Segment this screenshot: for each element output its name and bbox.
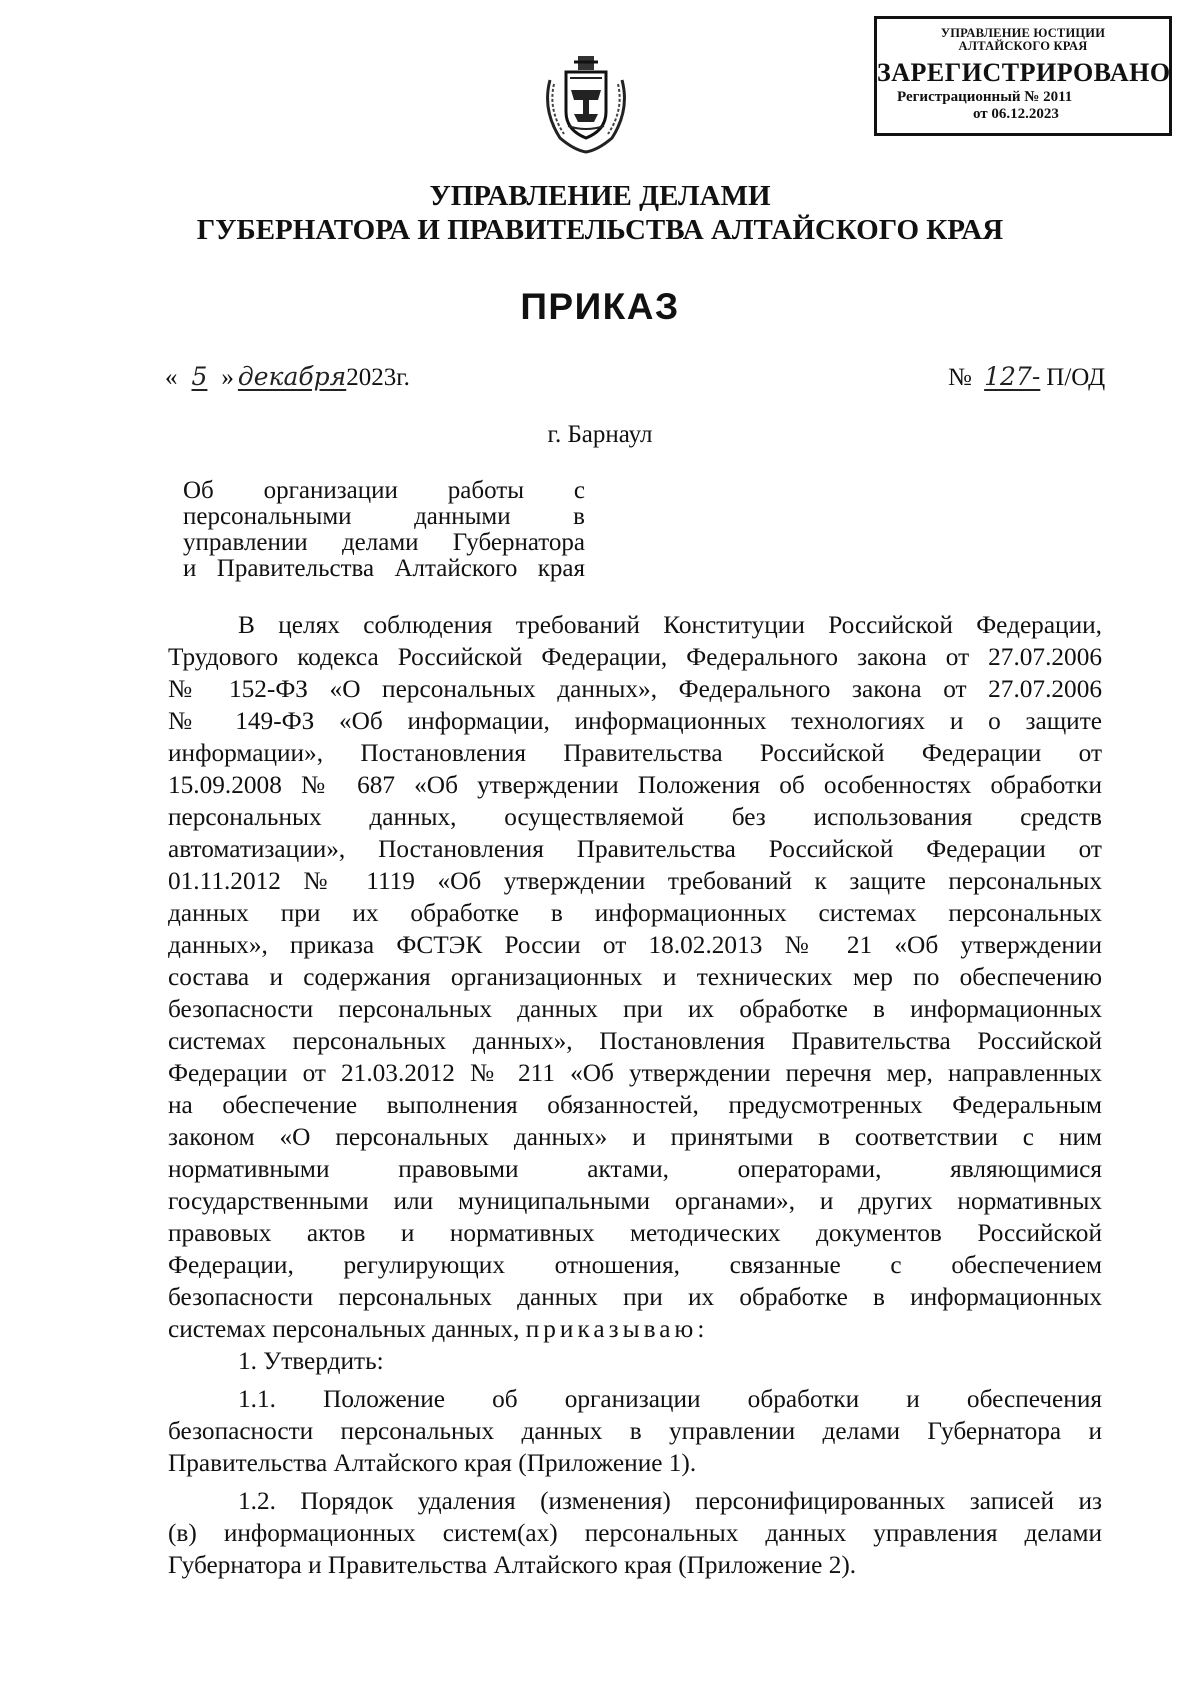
preamble-line: персональных данных, осуществляемой без использования средств (168, 803, 1102, 831)
subject-line: Об организации работы с (183, 477, 585, 504)
preamble-line: информации», Постановления Правительства Российской Федерации от (168, 739, 1102, 767)
order-word: приказываю: (525, 1315, 709, 1343)
subject-line: и Правительства Алтайского края (183, 555, 585, 582)
preamble-line: В целях соблюдения требований Конституции Российской Федерации, (238, 611, 1102, 639)
preamble-line: Федерации от 21.03.2012 № 211 «Об утверждении перечня мер, направленных (168, 1059, 1102, 1087)
item-1-1-line: безопасности персональных данных в управлении делами Губернатора и (168, 1417, 1102, 1445)
number-prefix: № (948, 364, 972, 391)
preamble-line: автоматизации», Постановления Правительства Российской Федерации от (168, 835, 1102, 863)
preamble-line: государственными или муниципальными органами», и других нормативных (168, 1187, 1102, 1215)
city: г. Барнаул (547, 421, 653, 448)
stamp-org-line2: АЛТАЙСКОГО КРАЯ (958, 39, 1088, 53)
preamble-line: безопасности персональных данных при их обработке в информационных (168, 1283, 1102, 1311)
preamble-line: № 152-ФЗ «О персональных данных», Федерального закона от 27.07.2006 (168, 675, 1102, 703)
number-handwritten: 127- (984, 362, 1041, 391)
issuer-line2: ГУБЕРНАТОРА И ПРАВИТЕЛЬСТВА АЛТАЙСКОГО КРАЯ (196, 214, 1004, 246)
stamp-org-line1: УПРАВЛЕНИЕ ЮСТИЦИИ (940, 26, 1106, 40)
stamp-status: ЗАРЕГИСТРИРОВАНО (877, 58, 1171, 87)
item-1-1-line: 1.1. Положение об организации обработки и обеспечения (238, 1385, 1102, 1413)
preamble-line: Федерации, регулирующих отношения, связанные с обеспечением (168, 1251, 1102, 1279)
preamble-line: данных», приказа ФСТЭК России от 18.02.2013 № 21 «Об утверждении (168, 931, 1102, 959)
issuer-line1: УПРАВЛЕНИЕ ДЕЛАМИ (429, 180, 771, 212)
preamble-line: безопасности персональных данных при их обработке в информационных (168, 995, 1102, 1023)
order-subject (183, 478, 585, 582)
preamble-last-line (168, 1313, 1102, 1345)
date-day-handwritten: 5 (191, 362, 208, 391)
item-1-2-line: 1.2. Порядок удаления (изменения) персонифицированных записей из (238, 1487, 1102, 1515)
date-year: 2023г. (346, 364, 410, 391)
preamble-line: системах персональных данных», Постановления Правительства Российской (168, 1027, 1102, 1055)
preamble-line: 01.11.2012 № 1119 «Об утверждении требований к защите персональных (168, 867, 1102, 895)
preamble-line: № 149-ФЗ «Об информации, информационных технологиях и о защите (168, 707, 1102, 735)
date-close-quote: » (221, 364, 234, 391)
order-date (165, 362, 410, 393)
order-body (168, 609, 1102, 1581)
date-month-handwritten: декабря (237, 362, 347, 391)
preamble-line: данных при их обработке в информационных системах персональных (168, 899, 1102, 927)
stamp-reg-number: Регистрационный № 2011 (897, 89, 1073, 105)
preamble-line: состава и содержания организационных и технических мер по обеспечению (168, 963, 1102, 991)
item-1-1-line: Правительства Алтайского края (Приложение 1). (168, 1449, 697, 1477)
subject-line: персональными данными в (183, 503, 585, 530)
preamble-last-text: системах персональных данных, (168, 1315, 520, 1343)
registration-stamp (874, 16, 1172, 136)
preamble-line: нормативными правовыми актами, операторами, являющимися (168, 1155, 1102, 1183)
subject-line: управлении делами Губернатора (183, 529, 585, 556)
item-1-2-line: Губернатора и Правительства Алтайского края (Приложение 2). (168, 1551, 857, 1579)
order-number (948, 362, 1105, 393)
number-suffix: П/ОД (1046, 364, 1106, 391)
document-type-title: ПРИКАЗ (520, 286, 680, 327)
item-1: 1. Утвердить: (238, 1347, 384, 1375)
preamble-line: 15.09.2008 № 687 «Об утверждении Положения об особенностях обработки (168, 771, 1102, 799)
coat-of-arms-emblem (538, 50, 634, 154)
preamble-line: правовых актов и нормативных методических документов Российской (168, 1219, 1102, 1247)
stamp-reg-date: от 06.12.2023 (973, 106, 1059, 122)
date-open-quote: « (165, 364, 178, 391)
preamble-line: Трудового кодекса Российской Федерации, Федерального закона от 27.07.2006 (168, 643, 1102, 671)
preamble-line: на обеспечение выполнения обязанностей, предусмотренных Федеральным (168, 1091, 1102, 1119)
preamble-line: законом «О персональных данных» и принятыми в соответствии с ним (168, 1123, 1102, 1151)
item-1-2-line: (в) информационных систем(ах) персональных данных управления делами (168, 1519, 1102, 1547)
